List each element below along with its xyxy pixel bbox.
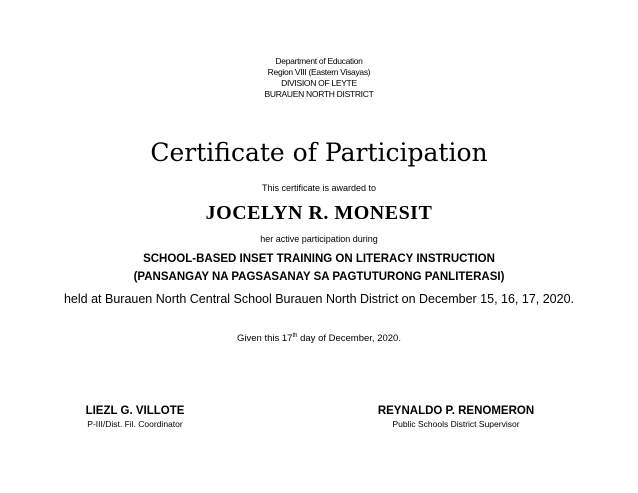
awarded-text: This certificate is awarded to: [261, 183, 377, 193]
given-suffix: day of December, 2020.: [297, 333, 401, 344]
signatory-left-title: P-III/Dist. Fil. Coordinator: [87, 419, 183, 429]
recipient-name: JOCELYN R. MONESIT: [205, 202, 433, 224]
certificate-title: Certificate of Participation: [150, 138, 488, 167]
department-name: Department of Education: [275, 56, 363, 66]
signatory-right: [368, 404, 544, 430]
district-name: BURAUEN NORTH DISTRICT: [264, 89, 374, 99]
training-title-english: SCHOOL-BASED INSET TRAINING ON LITERACY INSTRUCTION: [143, 253, 495, 265]
signatory-left-name: LIEZL G. VILLOTE: [85, 405, 185, 417]
division-name: DIVISION OF LEYTE: [281, 78, 357, 88]
venue-text: held at Burauen North Central School Burauen North District on December 15, 16, 17, 2020.: [63, 292, 574, 306]
region-name: Region VIII (Eastern Visayas): [267, 67, 371, 77]
given-prefix: Given this 17: [237, 333, 293, 344]
given-ordinal-suffix: th: [292, 333, 298, 339]
given-date-text: [0, 332, 638, 345]
participation-text: her active participation during: [260, 234, 378, 244]
signatory-left: [58, 404, 212, 430]
training-title-filipino: (PANSANGAY NA PAGSASANAY SA PAGTUTURONG PANLITERASI): [133, 271, 505, 283]
signatory-right-title: Public Schools District Supervisor: [392, 419, 520, 429]
signatory-right-name: REYNALDO P. RENOMERON: [377, 405, 535, 417]
